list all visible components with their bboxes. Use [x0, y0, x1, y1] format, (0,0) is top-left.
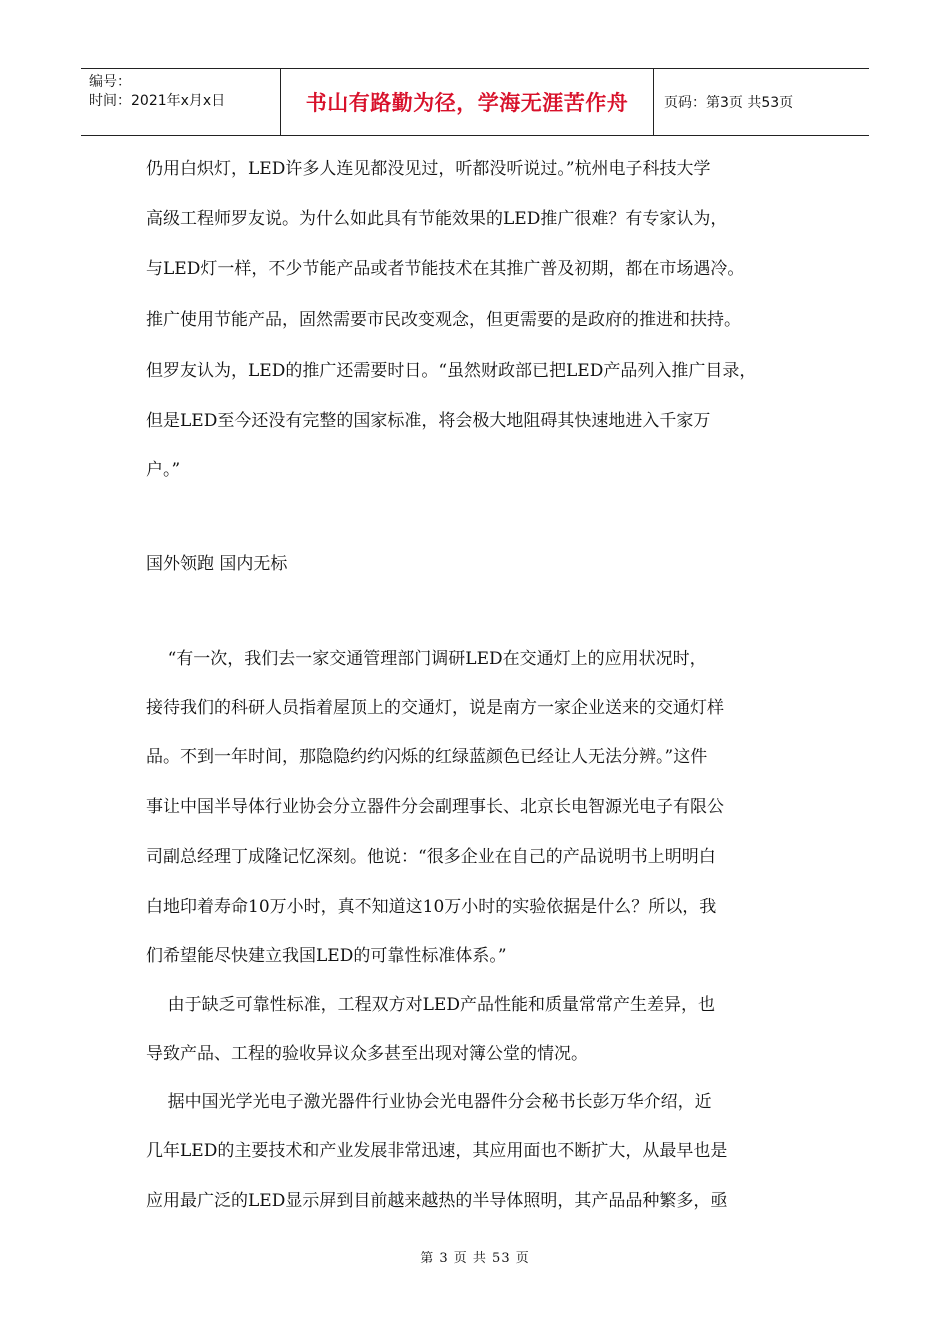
body-line: 据中国光学光电子激光器件行业协会光电器件分会秘书长彭万华介绍，近	[146, 1092, 712, 1112]
body-line: 由于缺乏可靠性标准，工程双方对LED产品性能和质量常常产生差异，也	[146, 995, 715, 1015]
body-line: 户。”	[146, 460, 181, 480]
number-label: 编号：	[89, 74, 131, 90]
body-line: 品。不到一年时间，那隐隐约约闪烁的红绿蓝颜色已经让人无法分辨。”这件	[146, 747, 708, 767]
header-meta	[81, 69, 281, 135]
body-line: 与LED灯一样，不少节能产品或者节能技术在其推广普及初期，都在市场遇冷。	[146, 259, 745, 279]
body-line: 但罗友认为，LED的推广还需要时日。“虽然财政部已把LED产品列入推广目录，	[146, 361, 757, 381]
body-line: 几年LED的主要技术和产业发展非常迅速，其应用面也不断扩大，从最早也是	[146, 1141, 728, 1161]
header-page-info: 页码：第3页 共53页	[664, 95, 794, 111]
body-line: 接待我们的科研人员指着屋顶上的交通灯，说是南方一家企业送来的交通灯样	[146, 698, 724, 718]
body-line: 仍用白炽灯，LED许多人连见都没见过，听都没听说过。”杭州电子科技大学	[146, 159, 711, 179]
body-line: 但是LED至今还没有完整的国家标准，将会极大地阻碍其快速地进入千家万	[146, 411, 711, 431]
section-heading: 国外领跑 国内无标	[146, 554, 288, 574]
body-line: 高级工程师罗友说。为什么如此具有节能效果的LED推广很难？有专家认为，	[146, 209, 728, 229]
body-line: 白地印着寿命10万小时，真不知道这10万小时的实验依据是什么？所以，我	[146, 897, 717, 917]
time-label: 时间：2021年x月x日	[89, 93, 226, 109]
body-line: 司副总经理丁成隆记忆深刻。他说：“很多企业在自己的产品说明书上明明白	[146, 847, 716, 867]
document-header	[81, 68, 869, 136]
body-line: 导致产品、工程的验收异议众多甚至出现对簿公堂的情况。	[146, 1044, 588, 1064]
body-line: 推广使用节能产品，固然需要市民改变观念，但更需要的是政府的推进和扶持。	[146, 310, 741, 330]
body-line: 们希望能尽快建立我国LED的可靠性标准体系。”	[146, 946, 507, 966]
page-footer: 第 3 页 共 53 页	[420, 1251, 530, 1266]
body-line: “有一次，我们去一家交通管理部门调研LED在交通灯上的应用状况时，	[146, 649, 707, 669]
header-motto: 书山有路勤为径，学海无涯苦作舟	[281, 69, 654, 135]
body-line: 事让中国半导体行业协会分立器件分会副理事长、北京长电智源光电子有限公	[146, 797, 724, 817]
body-line: 应用最广泛的LED显示屏到目前越来越热的半导体照明，其产品品种繁多，亟	[146, 1191, 728, 1211]
